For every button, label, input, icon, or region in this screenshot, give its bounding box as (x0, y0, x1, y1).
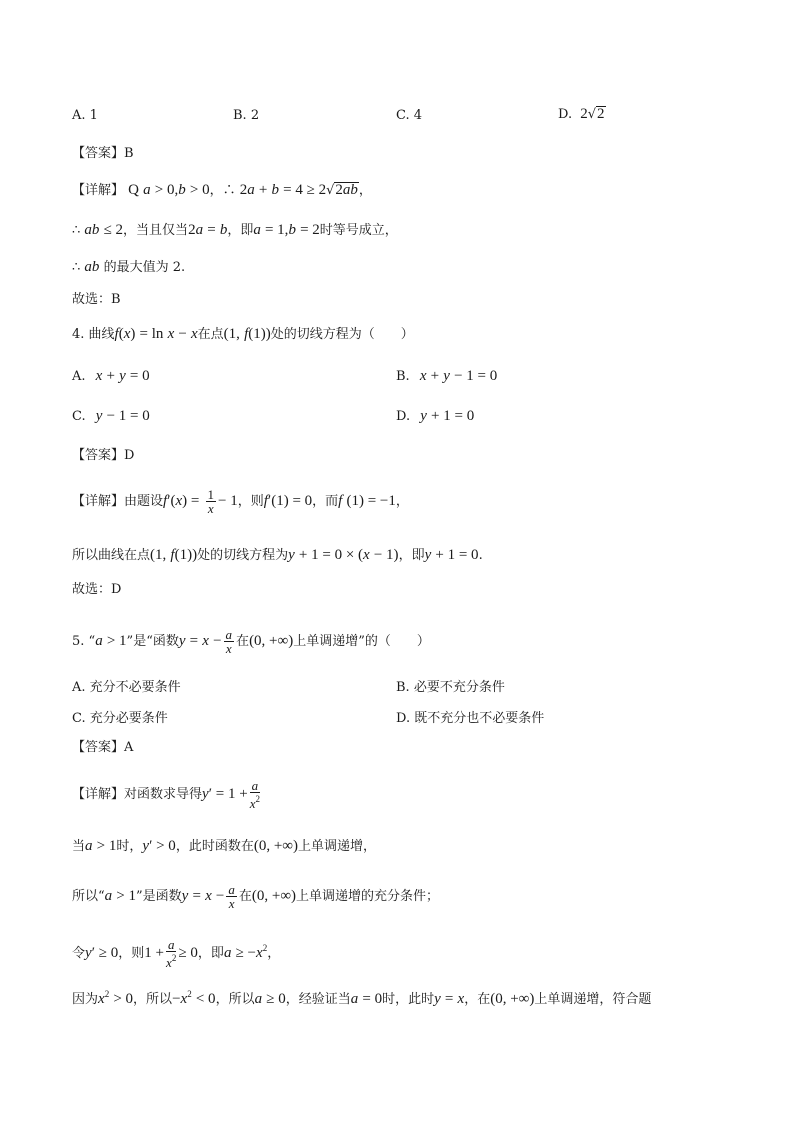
q5-detail-line5: 因为$x^2 > 0$，所以$-x^2 < 0$，所以a ≥ 0，经验证当a = 0时，此时y = x，在(0, +∞)上单调递增，符合题 (72, 989, 652, 1007)
q3-option-b: B. 2 (233, 108, 260, 123)
q5-detail-line2: 当a > 1时，y′ > 0，此时函数在(0, +∞)上单调递增， (72, 838, 376, 854)
detail-text: 因为 (72, 992, 99, 1007)
detail-text: 上单调递增的充分条件； (296, 889, 440, 904)
detail-text: ，则 (118, 946, 145, 961)
detail-text: 对函数求导得 (124, 787, 203, 802)
q5-stem-mid: ”是“函数 (126, 634, 179, 649)
q4-stem-prefix: 4. 曲线 (72, 327, 115, 342)
q3-choose: 故选：B (72, 292, 121, 307)
q4-stem: 4. 曲线f(x) = ln x − x在点(1, f(1))处的切线方程为（ ） (72, 326, 414, 342)
detail-text: 时， (116, 839, 143, 854)
detail-text: ，而 (312, 494, 339, 509)
detail-text: 令 (72, 946, 86, 961)
q5-stem-suffix: 上单调递增”的（ ） (293, 634, 430, 649)
detail-text: ，所以 (133, 992, 173, 1007)
detail-text: 所以“ (72, 889, 105, 904)
q5-stem-prefix: 5. “ (72, 634, 96, 649)
q4-choose: 故选：D (72, 582, 122, 597)
q4-option-c: C. y − 1 = 0 (72, 408, 150, 424)
q4-option-b-label: B. (396, 369, 410, 384)
q3-answer: 【答案】B (72, 146, 134, 161)
detail-text: 上单调递增， (297, 839, 376, 854)
detail-text: ，经验证当 (285, 992, 351, 1007)
detail-text: ，即 (398, 548, 425, 563)
q3-option-c: C. 4 (396, 108, 423, 123)
detail-text: 当 (72, 839, 86, 854)
q4-detail-line2: 所以曲线在点(1, f(1))处的切线方程为y + 1 = 0 × (x − 1)，即y + 1 = 0. (72, 547, 483, 563)
detail-text: 时，此时 (382, 992, 435, 1007)
q4-option-a: A. x + y = 0 (72, 368, 150, 384)
q5-option-b: B. 必要不充分条件 (396, 680, 505, 695)
q4-answer: 【答案】D (72, 448, 135, 463)
detail-text: 在 (238, 889, 252, 904)
q4-option-d-label: D. (396, 409, 411, 424)
q3-option-a: A. 1 (72, 108, 98, 123)
q5-option-c: C. 充分必要条件 (72, 711, 168, 726)
q5-answer: 【答案】A (72, 740, 134, 755)
detail-label: 【详解】 (72, 183, 125, 198)
q3-detail-line1: 【详解】 Q a > 0,b > 0，∴ 2a + b = 4 ≥ 2√2ab， (72, 182, 372, 198)
q5-detail-line3: 所以“a > 1”是函数y = x − $\frac{a}{x}$ 在(0, +∞)上单调递增的充分条件； (72, 882, 440, 911)
detail-text: ，即 (197, 946, 224, 961)
q3-detail-line3: ∴ ab 的最大值为 2. (72, 259, 186, 275)
detail-text: ，此时函数在 (175, 839, 254, 854)
q4-option-b: B. x + y − 1 = 0 (396, 368, 498, 384)
detail-text: 所以曲线在点 (72, 548, 151, 563)
detail-text: ，所以 (215, 992, 255, 1007)
detail-text: 处的切线方程为 (197, 548, 289, 563)
detail-text: 上单调递增，符合题 (534, 992, 652, 1007)
q4-stem-mid: 在点 (197, 327, 224, 342)
q5-stem-in: 在 (236, 634, 250, 649)
q3-option-d: D. 2√2 (558, 106, 605, 122)
q4-option-c-label: C. (72, 409, 86, 424)
detail-text: ，在 (464, 992, 491, 1007)
detail-text: ，则 (237, 494, 264, 509)
q5-detail-line4: 令y′ ≥ 0，则1 + $\frac{a}{x^2}$ ≥ 0，即$a \ge -x^2$， (72, 937, 281, 970)
detail-text: ”是函数 (136, 889, 182, 904)
q5-stem: 5. “a > 1”是“函数y = x − $\frac{a}{x}$ 在(0, +∞)上单调递增”的（ ） (72, 627, 430, 656)
q3-option-d-label: D. (558, 107, 573, 122)
q4-detail-line1: 【详解】由题设f′(x) = $\frac{1}{x}$ − 1，则f′(1) = 0，而f (1) = −1， (72, 487, 409, 516)
q5-detail-line1: 【详解】对函数求导得y′ = 1 + $\frac{a}{x^2}$ (72, 778, 261, 811)
q4-option-a-label: A. (72, 369, 86, 384)
q5-option-a: A. 充分不必要条件 (72, 680, 181, 695)
q3-detail-line2: ∴ ab ≤ 2，当且仅当2a = b，即a = 1,b = 2时等号成立， (72, 222, 398, 238)
q3-max-text: 的最大值为 2. (103, 260, 186, 275)
detail-label: 【详解】 (72, 787, 125, 802)
q4-option-d: D. y + 1 = 0 (396, 408, 475, 424)
q4-stem-suffix: 处的切线方程为（ ） (270, 327, 414, 342)
detail-label: 【详解】 (72, 494, 125, 509)
detail-text: 由题设 (124, 494, 164, 509)
q5-option-d: D. 既不充分也不必要条件 (396, 711, 545, 726)
